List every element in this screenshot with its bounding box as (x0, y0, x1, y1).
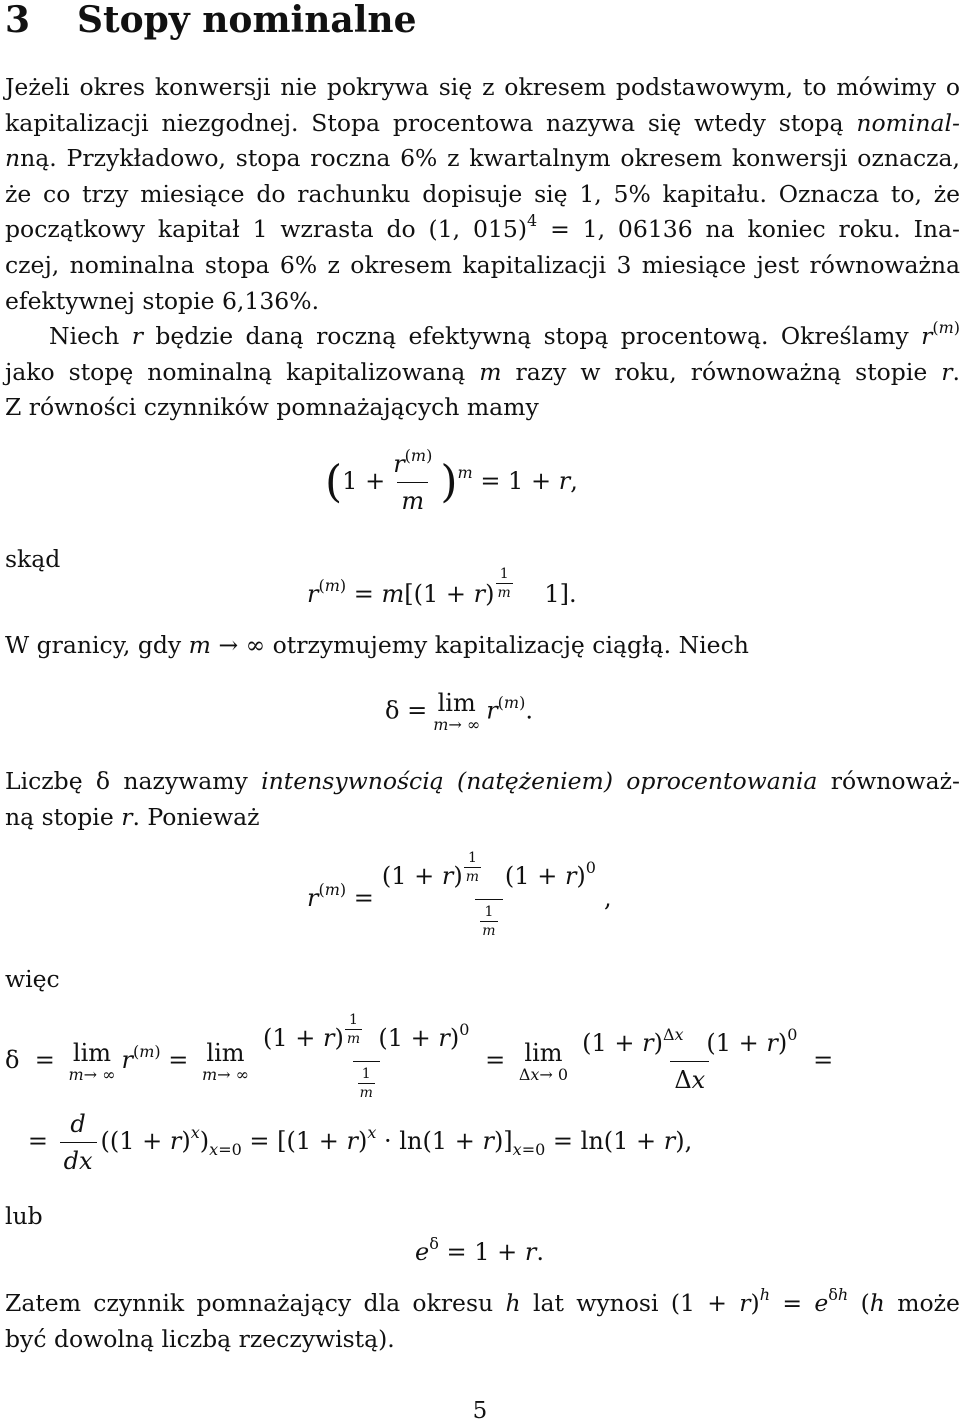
p1-line-6: czej, nominalna stopa 6% z okresem kapitalizacji 3 miesiące jest równoważna (5, 250, 960, 279)
paragraph-5 (5, 1286, 960, 1357)
equation-2: $r^{(m)} = m[(1 + r)$ $\frac{1}{m}$ 1]. (307, 566, 577, 608)
p1-line-3: nną. Przykładowo, stopa roczna 6% z kwartalnym okresem konwersji oznacza, (5, 144, 960, 173)
p1-line-4: że co trzy miesiące do rachunku dopisuje się 1, 5% kapitału. Oznacza to, że (5, 179, 960, 208)
equation-3: δ = lim m→ ∞ $r^{(m)}$. (385, 689, 533, 734)
equation-5-line-1: δ = lim m→ ∞ $r^{(m)}$ = lim m→ ∞ (1 + r) $\frac{1}{m}$ $(1 + r)^0$ $\frac{1}{m}$ = lim Δx→ 0 $\frac{(1 + r)^{\Delta x} (1 + r)^0}{\Delta x}$ = (5, 1012, 834, 1101)
equation-4: $r^{(m)}$ = (1 + r) $\frac{1}{m}$ $(1 + r)^0$ $\frac{1}{m}$ , (307, 850, 612, 939)
p3-line-1: W granicy, gdy m → ∞ otrzymujemy kapitalizację ciągłą. Niech (5, 631, 749, 659)
p5-line-2: być dowolną liczbą rzeczywistą). (5, 1324, 395, 1353)
paragraph-3 (5, 628, 960, 664)
word-wiec: więc (5, 965, 60, 993)
p1-line-1: Jeżeli okres konwersji nie pokrywa się z okresem podstawowym, to mówimy o (5, 73, 960, 101)
p4-line-2: ną stopie r. Ponieważ (5, 802, 260, 831)
paragraph-4 (5, 764, 960, 835)
section-title: Stopy nominalne (77, 0, 417, 41)
page-number: 5 (472, 1398, 488, 1424)
word-skad: skąd (5, 545, 61, 573)
paragraph-1 (5, 70, 960, 319)
word-lub: lub (5, 1202, 43, 1230)
italic-nominal: nominal- (856, 108, 960, 137)
equation-1: (1 + $\frac{r^{(m)}}{m}$ )$^m$ = 1 + r, (325, 446, 578, 515)
p2-line-2: jako stopę nominalną kapitalizowaną m razy w roku, równoważną stopie r. (5, 357, 960, 386)
p1-line-5: początkowy kapitał 1 wzrasta do (1, 015)$^4$ = 1, 06136 na koniec roku. Ina- (5, 211, 960, 244)
paragraph-2 (5, 319, 960, 426)
p4-line-1: Liczbę δ nazywamy intensywnością (natężeniem) oprocentowania równoważ- (5, 767, 960, 795)
p2-line-3: Z równości czynników pomnażających mamy (5, 393, 539, 422)
p1-line-7: efektywnej stopie 6,136%. (5, 286, 320, 315)
p5-line-1: Zatem czynnik pomnażający dla okresu h lat wynosi $(1 + r)^h = e^{\delta h}$ (h może (5, 1285, 960, 1317)
p2-line-1: Niech r będzie daną roczną efektywną stopą procentową. Określamy $r^{(m)}$ (49, 318, 960, 350)
equation-6: $e^\delta = 1 + r$. (415, 1234, 544, 1266)
page (5, 0, 960, 1423)
section-number: 3 (5, 0, 31, 41)
section-heading (5, 0, 416, 40)
equation-5-line-2: = $\frac{d}{dx}$ $((1 + r)^x)_{x=0} = [(1 + r)^x \cdot \ln(1 + r)]_{x=0} = \ln(1 + r)$, (5, 1110, 693, 1175)
p1-line-2: kapitalizacji niezgodnej. Stopa procentowa nazywa się wtedy stopą nominal- (5, 108, 960, 137)
